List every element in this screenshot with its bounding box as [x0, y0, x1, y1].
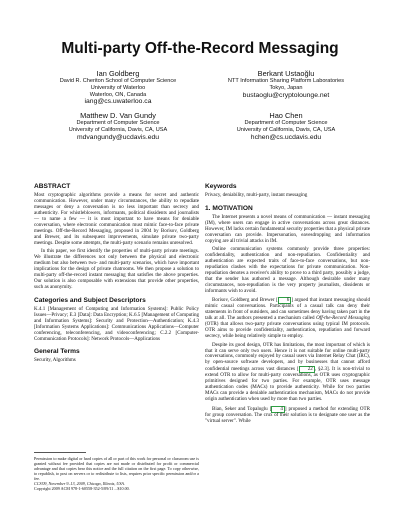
- text-run: Despite its good design, OTR has limitations, the most important of which is that it can serve only two users. Hence it is not suitable for online multi-party conversations, commonly enjoyed by casual users via Internet Relay Chat (IRC), by open-source software developers, and by businesses that cannot afford confidential meetings across vast distances: [205, 341, 370, 373]
- text-run: (OTR) that allows two-party private conversations using typical IM protocols. OTR aims to provide confidentiality, authentication, repudiation and forward secrecy, while being relatively simple to employ.: [205, 321, 370, 340]
- author-org: Tokyo, Japan: [269, 85, 303, 91]
- body-paragraph: Borisov, Goldberg and Brewer [ 6 ] argued that instant messaging should mimic casual conversations. Participants of a casual talk can deny their statements in front of outsiders, and can sometimes deny having taken part in the talk at all. The authors presented a mechanism called Off-the-Record Messaging (OTR) that allows two-party private conversations using typical IM protocols. OTR aims to provide confidentiality, authentication, repudiation and forward secrecy, while being relatively simple to employ.: [205, 297, 371, 340]
- author-name: Berkant Ustaoğlu: [257, 69, 315, 78]
- right-column: [205, 183, 370, 427]
- copyright-footnote: [34, 452, 199, 491]
- author-email[interactable]: iang@cs.uwaterloo.ca: [84, 98, 152, 106]
- author-name: Hao Chen: [269, 110, 303, 120]
- conference-line: CCS'09, November 9–13, 2009, Chicago, Illinois, USA.: [34, 481, 125, 486]
- author-name: Ian Goldberg: [96, 69, 140, 78]
- section-1-heading: 1. MOTIVATION: [205, 204, 253, 212]
- author-vangundy: [34, 112, 202, 141]
- author-email[interactable]: hchen@cs.ucdavis.edu: [250, 133, 322, 141]
- text-run: Bian, Seker and Topaloglu: [212, 405, 268, 412]
- author-ustaoglu: [202, 70, 370, 106]
- text-run: §2.3]. It is non-trivial to extend OTR to allow for multi-party conversations, as OTR uses cryptographic primitives designed for two parties. For example, OTR uses message authentication codes (MACs) to provide authenticity. While for two parties MACs can provide a deniable authentication mechanism, MACs do not provide origin authentication when used by more than two parties.: [205, 366, 370, 403]
- abstract-heading: ABSTRACT: [34, 183, 71, 190]
- keywords-text: Privacy, deniability, multi-party, instant messaging: [205, 192, 308, 198]
- permission-notice: Permission to make digital or hard copies of all or part of this work for personal or classroom use is granted without fee provided that copies are not made or distributed for profit or commercial advantage and that copies bear this notice and the full citation on the first page. To copy otherwise, to republish, to post on servers or to redistribute to lists, requires prior specific permission and/or a fee.: [34, 456, 199, 481]
- left-column: [34, 183, 199, 367]
- copyright-line: Copyright 2009 ACM 978-1-60558-352-5/09/11 ...$10.00.: [34, 486, 130, 491]
- author-goldberg: [34, 70, 202, 106]
- author-affiliation: Department of Computer Science: [244, 120, 328, 127]
- author-affiliation: Department of Computer Science: [76, 120, 160, 127]
- author-email[interactable]: mdvangundy@ucdavis.edu: [76, 133, 160, 141]
- author-affiliation: NTT Information Sharing Platform Laboratories: [227, 78, 345, 85]
- body-paragraph: Bian, Seker and Topaloglu [ 4 ] proposed a method for extending OTR for group conversation. The crux of their solution is to designate one user as the "virtual server". While: [205, 405, 370, 424]
- body-paragraph: Despite its good design, OTR has limitations, the most important of which is that it can serve only two users. Hence it is not suitable for online multi-party conversations, commonly enjoyed by casual users via Internet Relay Chat (IRC), by open-source software developers, and by businesses that cannot afford confidential meetings across vast distances [ 22 , §2.3]. It is non-trivial to extend OTR to allow for multi-party conversations, as OTR uses cryptographic primitives designed for two parties. For example, OTR uses message authentication codes (MACs) to provide authenticity. While for two parties MACs can provide a deniable authentication mechanism, MACs do not provide origin authentication when used by more than two parties.: [205, 341, 370, 403]
- author-block: [34, 70, 370, 141]
- text-run: Borisov, Goldberg and Brewer: [212, 297, 275, 304]
- abstract-paragraph: In this paper, we first identify the properties of multi-party private meetings. We illustrate the differences not only between the physical and electronic medium but also between two- and multi-party scenarios, which have important implications for the design of private chatrooms. We then propose a solution to multi-party off-the-record instant messaging that satisfies the above properties. Our solution is also composable with extensions that provide other properties, such as anonymity.: [34, 248, 199, 290]
- footnote-divider: [34, 452, 86, 453]
- general-terms-text: Security, Algorithms: [34, 357, 76, 364]
- text-run: argued that instant messaging should mimic casual conversations. Participants of a casual talk can deny their statements in front of outsiders, and can sometimes deny having taken part in the talk at all. The authors presented a mechanism called: [205, 297, 371, 322]
- author-affiliation: David R. Cheriton School of Computer Science: [59, 78, 177, 85]
- citation-link[interactable]: 4: [271, 406, 285, 413]
- author-org: University of California, Davis, CA, USA: [236, 126, 336, 133]
- text-run: proposed a method for extending OTR for group conversation. The crux of their solution is to designate one user as the "virtual server". While: [205, 405, 370, 424]
- paper-title: Multi-party Off-the-Record Messaging: [61, 40, 339, 57]
- keywords-heading: Keywords: [205, 183, 237, 190]
- categories-heading: Categories and Subject Descriptors: [34, 296, 146, 304]
- author-name: Matthew D. Van Gundy: [80, 110, 156, 120]
- author-org: University of California, Davis, CA, USA: [68, 126, 168, 133]
- categories-text: K.4.1 [Management of Computing and Information Systems]: Public Policy Issues—Privacy; E.3 [Data]: Data Encryption; K.6.5 [Management of Computing and Information Systems]: Security and Protection—Authentication; K.4.3 [Information Systems Applications]: Communications Applications—Computer conferencing, teleconferencing, and videoconferencing; C.2.2 [Computer-Communication Protocols]: Network Protocols—Applications: [34, 305, 199, 342]
- general-terms-heading: General Terms: [34, 348, 80, 356]
- body-paragraph: Online communication systems commonly provide three properties: confidentiality, authentication and non-repudiation. Confidentiality and authentication are expected traits of face-to-face conversations, but non-repudiation clashes with the expectations for private communication. Non-repudiation denotes a receiver's ability to prove to a third party, possibly a judge, that the sender has authored a message. Although desirable under many circumstances, non-repudiation is the very property journalists, dissidents or informants wish to avoid.: [205, 246, 370, 294]
- citation-link[interactable]: 22: [299, 366, 315, 373]
- abstract-paragraph: Most cryptographic algorithms provide a means for secret and authentic communication. However, under many circumstances, the ability to repudiate messages or deny a conversation is no less important than secrecy and authenticity. For whistleblowers, informants, political dissidents and journalists — to name a few — it is most important to have means for deniable conversation, where electronic communication must mimic face-to-face private meetings. Off-the-Record Messaging, proposed in 2004 by Borisov, Goldberg and Brewer, and its subsequent improvements, simulate private two-party meetings. Despite some attempts, the multi-party scenario remains unresolved.: [34, 192, 199, 246]
- body-paragraph: The Internet presents a novel means of communication — instant messaging (IM), where users can engage in active conversations across great distances. However, IM lacks certain fundamental security properties that a physical private conversation can provide. Impersonation, eavesdropping and information copying are all trivial attacks in IM.: [205, 213, 370, 244]
- author-email[interactable]: bustaoglu@cryptolounge.net: [242, 91, 330, 99]
- author-chen: [202, 112, 370, 141]
- text-run-italic: Off-the-Record Messaging: [316, 315, 370, 322]
- author-location: Waterloo, ON, Canada: [89, 91, 147, 98]
- citation-link[interactable]: 6: [278, 297, 292, 304]
- author-org: University of Waterloo: [90, 85, 146, 91]
